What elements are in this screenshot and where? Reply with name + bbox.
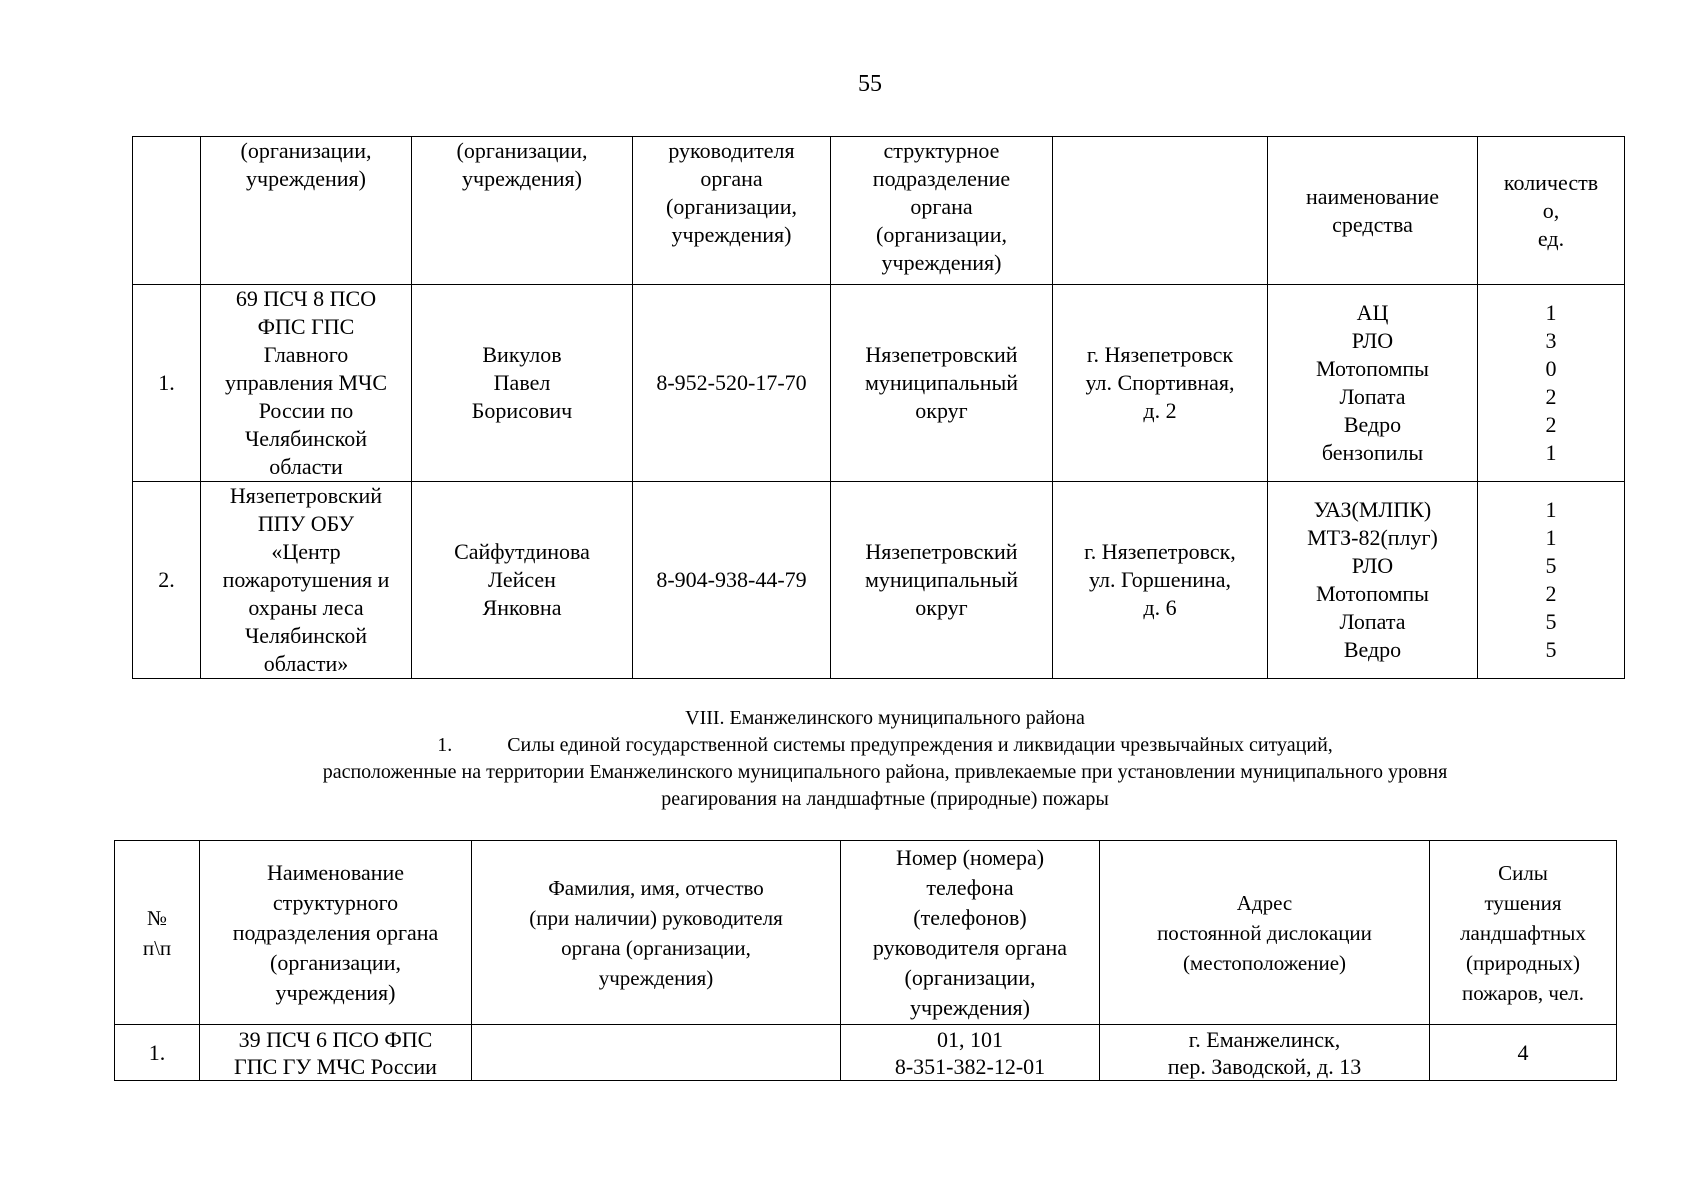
page-number: 55	[858, 71, 882, 97]
row-name: 39 ПСЧ 6 ПСО ФПС ГПС ГУ МЧС России	[200, 1025, 472, 1081]
section-heading	[160, 705, 1610, 813]
row-forces: 4	[1430, 1025, 1617, 1081]
row-subdivision: Нязепетровский муниципальный округ	[831, 285, 1053, 482]
table1-header-row	[133, 137, 1625, 285]
section-line3: реагирования на ландшафтные (природные) пожары	[661, 788, 1109, 810]
section-line1	[160, 732, 1610, 759]
table-row	[115, 1025, 1617, 1081]
row-num: 1.	[133, 285, 201, 482]
table2-header-forces: Силы тушения ландшафтных (природных) пожаров, чел.	[1430, 841, 1617, 1025]
table-row	[133, 482, 1625, 679]
table1-header-subdivision: структурное подразделение органа (организации, учреждения)	[831, 137, 1053, 285]
row-num: 1.	[115, 1025, 200, 1081]
table1-header-num	[133, 137, 201, 285]
table-row	[133, 285, 1625, 482]
forces-table	[114, 840, 1617, 1081]
row-org: 69 ПСЧ 8 ПСО ФПС ГПС Главного управления МЧС России по Челябинской области	[201, 285, 412, 482]
table2-header-address: Адрес постоянной дислокации (местоположение)	[1100, 841, 1430, 1025]
row-org: Нязепетровский ППУ ОБУ «Центр пожаротушения и охраны леса Челябинской области»	[201, 482, 412, 679]
table1-header-means: наименование средства	[1268, 137, 1478, 285]
row-subdivision: Нязепетровский муниципальный округ	[831, 482, 1053, 679]
row-phone: 01, 101 8-351-382-12-01	[841, 1025, 1100, 1081]
table1-header-head: (организации, учреждения)	[412, 137, 633, 285]
row-num: 2.	[133, 482, 201, 679]
row-address: г. Нязепетровск, ул. Горшенина, д. 6	[1053, 482, 1268, 679]
row-head: Сайфутдинова Лейсен Янковна	[412, 482, 633, 679]
section-line1-text: Силы единой государственной системы предупреждения и ликвидации чрезвычайных ситуаций,	[507, 734, 1333, 756]
row-address: г. Еманжелинск, пер. Заводской, д. 13	[1100, 1025, 1430, 1081]
row-address: г. Нязепетровск ул. Спортивная, д. 2	[1053, 285, 1268, 482]
row-head: Викулов Павел Борисович	[412, 285, 633, 482]
table2-header-row	[115, 841, 1617, 1025]
table1-header-phone: руководителя органа (организации, учреждения)	[633, 137, 831, 285]
table2-header-name: Наименование структурного подразделения органа (организации, учреждения)	[200, 841, 472, 1025]
table2-header-phone: Номер (номера) телефона (телефонов) руководителя органа (организации, учреждения)	[841, 841, 1100, 1025]
row-means: АЦ РЛО Мотопомпы Лопата Ведро бензопилы	[1268, 285, 1478, 482]
section-line2: расположенные на территории Еманжелинского муниципального района, привлекаемые при установлении муниципального уровня	[322, 761, 1448, 783]
row-fio	[472, 1025, 841, 1081]
table2-header-fio: Фамилия, имя, отчество (при наличии) руководителя органа (организации, учреждения)	[472, 841, 841, 1025]
section-title: VIII. Еманжелинского муниципального района	[685, 707, 1085, 729]
table1-header-qty: количеств о, ед.	[1478, 137, 1625, 285]
row-phone: 8-904-938-44-79	[633, 482, 831, 679]
table1-header-address	[1053, 137, 1268, 285]
row-phone: 8-952-520-17-70	[633, 285, 831, 482]
row-means: УАЗ(МЛПК) МТЗ-82(плуг) РЛО Мотопомпы Лопата Ведро	[1268, 482, 1478, 679]
row-qty: 1 3 0 2 2 1	[1478, 285, 1625, 482]
row-qty: 1 1 5 2 5 5	[1478, 482, 1625, 679]
section-item-number: 1.	[437, 734, 453, 756]
table2-header-num: № п\п	[115, 841, 200, 1025]
equipment-table	[132, 136, 1625, 679]
table1-header-org: (организации, учреждения)	[201, 137, 412, 285]
